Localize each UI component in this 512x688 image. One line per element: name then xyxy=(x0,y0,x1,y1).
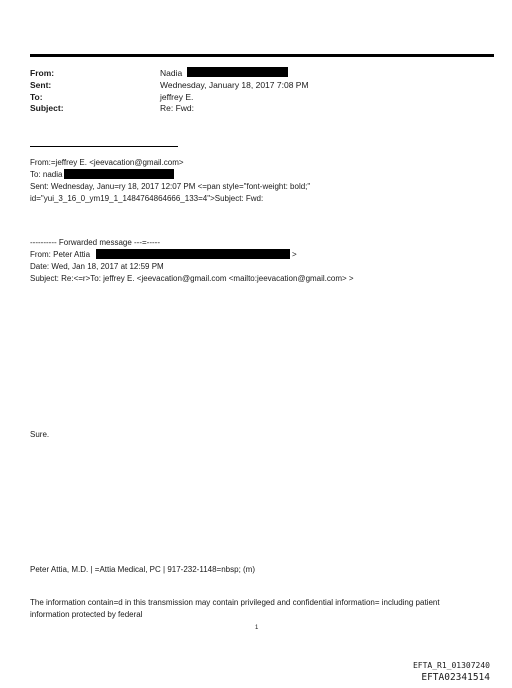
top-rule xyxy=(30,54,494,57)
sent-label: Sent: xyxy=(30,80,52,90)
subject-label: Subject: xyxy=(30,103,64,113)
quoted-sent-line: Sent: Wednesday, Janu=ry 18, 2017 12:07 PM <=pan style="font-weight: bold;" xyxy=(30,182,311,191)
signature-line: Peter Attia, M.D. | =Attia Medical, PC | 917-232-1148=nbsp; (m) xyxy=(30,565,255,574)
quoted-id-line: id="yui_3_16_0_ym19_1_1484764864666_133=4">Subject: Fwd: xyxy=(30,194,264,203)
message-body: Sure. xyxy=(30,430,50,439)
separator-rule xyxy=(30,146,178,147)
disclaimer-line-1: The information contain=d in this transmission may contain privileged and confidential information= including patient xyxy=(30,598,440,607)
from-value: Nadia xyxy=(160,68,183,78)
from-label: From: xyxy=(30,68,55,78)
forwarded-from-line: From: Peter Attia xyxy=(30,250,91,259)
quoted-from-line: From:=jeffrey E. <jeevacation@gmail.com> xyxy=(30,158,184,167)
page-number: 1 xyxy=(255,625,259,631)
to-value: jeffrey E. xyxy=(160,92,194,102)
forwarded-date-line: Date: Wed, Jan 18, 2017 at 12:59 PM xyxy=(30,262,164,271)
redaction-box xyxy=(187,67,288,77)
bates-stamp-line-1: EFTA_R1_01307240 xyxy=(412,661,490,670)
forwarded-trailing-gt: > xyxy=(292,250,297,259)
forwarded-subject-line: Subject: Re:<=r>To: jeffrey E. <jeevacation@gmail.com <mailto:jeevacation@gmail.com> > xyxy=(30,274,354,283)
forwarded-marker: ---------- Forwarded message ---=----- xyxy=(30,238,160,247)
to-label: To: xyxy=(30,92,43,102)
bates-stamp-line-2: EFTA02341514 xyxy=(421,672,490,683)
sent-value: Wednesday, January 18, 2017 7:08 PM xyxy=(160,80,309,90)
disclaimer-line-2: information protected by federal xyxy=(30,610,143,619)
subject-value: Re: Fwd: xyxy=(160,103,195,113)
redaction-box xyxy=(96,249,290,259)
redaction-box xyxy=(64,169,174,179)
quoted-to-line: To: nadia xyxy=(30,170,63,179)
